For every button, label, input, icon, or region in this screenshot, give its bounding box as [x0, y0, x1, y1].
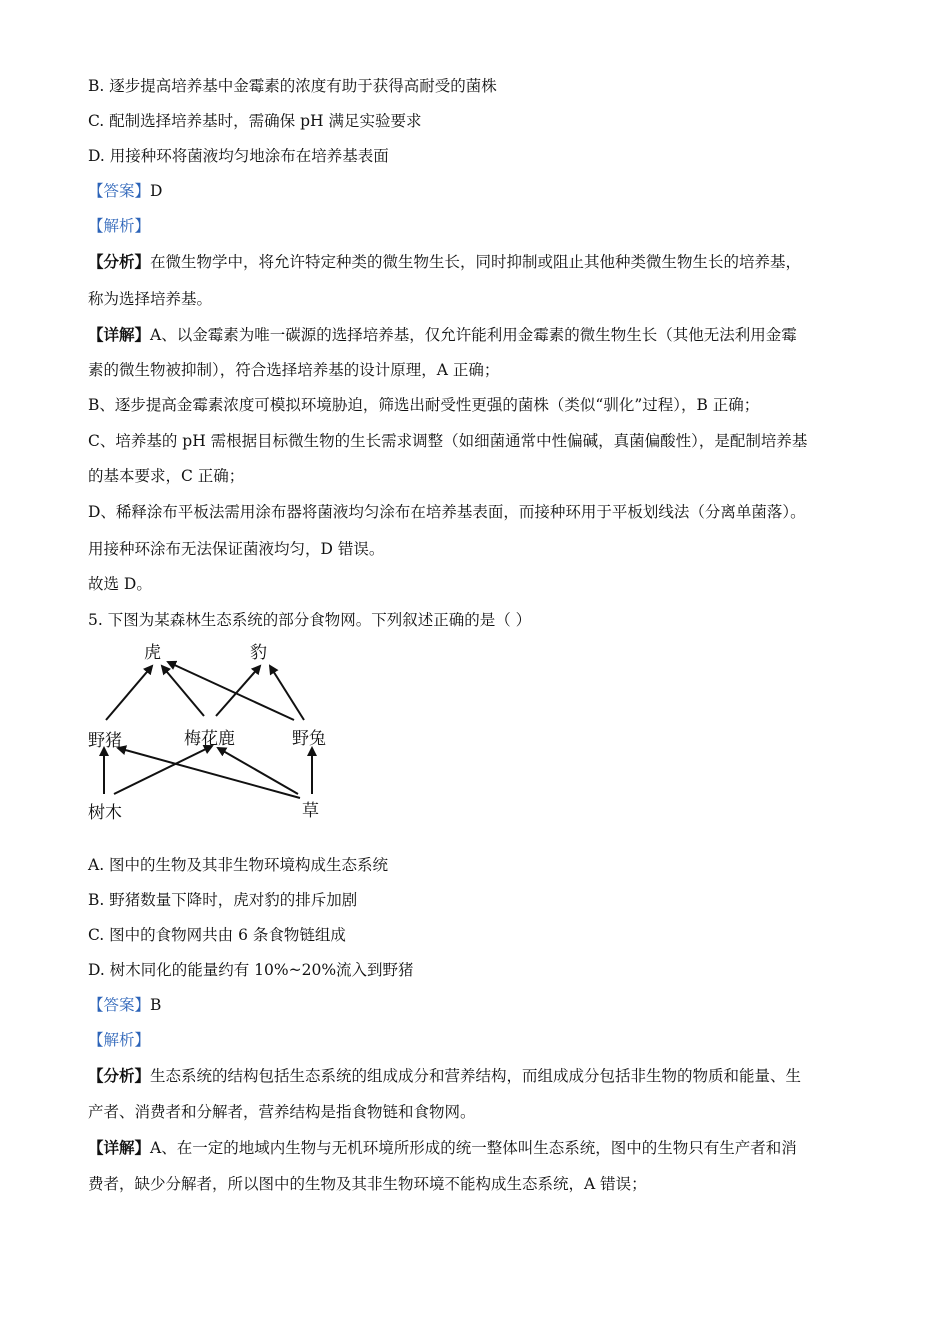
xiangjie-text: A、在一定的地域内生物与无机环境所形成的统一整体叫生态系统，图中的生物只有生产者和消 — [150, 1139, 797, 1157]
node-grass: 草 — [302, 801, 319, 821]
q5-stem: 5. 下图为某森林生态系统的部分食物网。下列叙述正确的是（ ） — [88, 611, 532, 629]
xiangjie-tag: 【详解】 — [88, 325, 151, 344]
node-leopard: 豹 — [250, 643, 267, 663]
node-hare: 野兔 — [292, 729, 326, 749]
q5-option-d: D. 树木同化的能量约有 10%~20%流入到野猪 — [88, 961, 414, 979]
q4-choice: 故选 D。 — [88, 575, 152, 593]
arrow-grass-boar — [118, 748, 300, 798]
q5-xiangjie-cont: 费者，缺少分解者，所以图中的生物及其非生物环境不能构成生态系统，A 错误； — [88, 1175, 647, 1193]
arrow-hare-tiger — [168, 662, 294, 720]
fenxi-tag: 【分析】 — [88, 1066, 151, 1085]
xiangjie-text: A、以金霉素为唯一碳源的选择培养基，仅允许能利用金霉素的微生物生长（其他无法利用金霉 — [150, 326, 797, 344]
node-tiger: 虎 — [144, 643, 161, 663]
q4-fenxi — [88, 252, 801, 272]
q4-xiangjie-cont: 素的微生物被抑制），符合选择培养基的设计原理，A 正确； — [88, 361, 500, 379]
q4-detail-b: B、逐步提高金霉素浓度可模拟环境胁迫，筛选出耐受性更强的菌株（类似“驯化”过程），B 正确； — [88, 396, 760, 414]
answer-tag: 【答案】 — [88, 996, 151, 1014]
q4-detail-c1: C、培养基的 pH 需根据目标微生物的生长需求调整（如细菌通常中性偏碱，真菌偏酸性），是配制培养基 — [88, 432, 808, 450]
fenxi-text: 在微生物学中，将允许特定种类的微生物生长，同时抑制或阻止其他种类微生物生长的培养基， — [150, 253, 802, 271]
jiexi-tag: 【解析】 — [88, 217, 151, 235]
answer-tag: 【答案】 — [88, 182, 151, 200]
q4-answer — [88, 181, 162, 201]
q5-jiexi — [88, 1030, 150, 1050]
answer-value: D — [150, 182, 163, 200]
node-deer: 梅花鹿 — [184, 729, 235, 749]
q5-option-c: C. 图中的食物网共由 6 条食物链组成 — [88, 926, 346, 944]
q5-xiangjie — [88, 1138, 797, 1158]
food-web-diagram — [84, 636, 344, 826]
jiexi-tag: 【解析】 — [88, 1031, 151, 1049]
arrow-deer-leopard — [216, 666, 260, 716]
q4-detail-d2: 用接种环涂布无法保证菌液均匀，D 错误。 — [88, 540, 385, 558]
xiangjie-tag: 【详解】 — [88, 1138, 151, 1157]
q4-detail-d1: D、稀释涂布平板法需用涂布器将菌液均匀涂布在培养基表面，而接种环用于平板划线法（分离单菌落）。 — [88, 503, 806, 521]
node-boar: 野猪 — [88, 731, 122, 751]
fenxi-tag: 【分析】 — [88, 252, 151, 271]
q4-option-d: D. 用接种环将菌液均匀地涂布在培养基表面 — [88, 147, 389, 165]
q4-fenxi-cont: 称为选择培养基。 — [88, 290, 213, 308]
q5-fenxi — [88, 1066, 801, 1086]
q4-option-c: C. 配制选择培养基时，需确保 pH 满足实验要求 — [88, 112, 422, 130]
q5-answer — [88, 995, 161, 1015]
node-tree: 树木 — [88, 803, 122, 823]
fenxi-text: 生态系统的结构包括生态系统的组成成分和营养结构，而组成成分包括非生物的物质和能量、生 — [150, 1067, 802, 1085]
q4-option-b: B. 逐步提高培养基中金霉素的浓度有助于获得高耐受的菌株 — [88, 77, 497, 95]
arrow-boar-tiger — [106, 666, 152, 720]
q4-detail-c2: 的基本要求，C 正确； — [88, 467, 245, 485]
arrow-deer-tiger — [162, 666, 204, 716]
q4-xiangjie — [88, 325, 797, 345]
q4-jiexi — [88, 216, 150, 236]
q5-option-a: A. 图中的生物及其非生物环境构成生态系统 — [88, 856, 389, 874]
q5-option-b: B. 野猪数量下降时，虎对豹的排斥加剧 — [88, 891, 358, 909]
q5-fenxi-cont: 产者、消费者和分解者，营养结构是指食物链和食物网。 — [88, 1103, 476, 1121]
answer-value: B — [150, 996, 162, 1014]
